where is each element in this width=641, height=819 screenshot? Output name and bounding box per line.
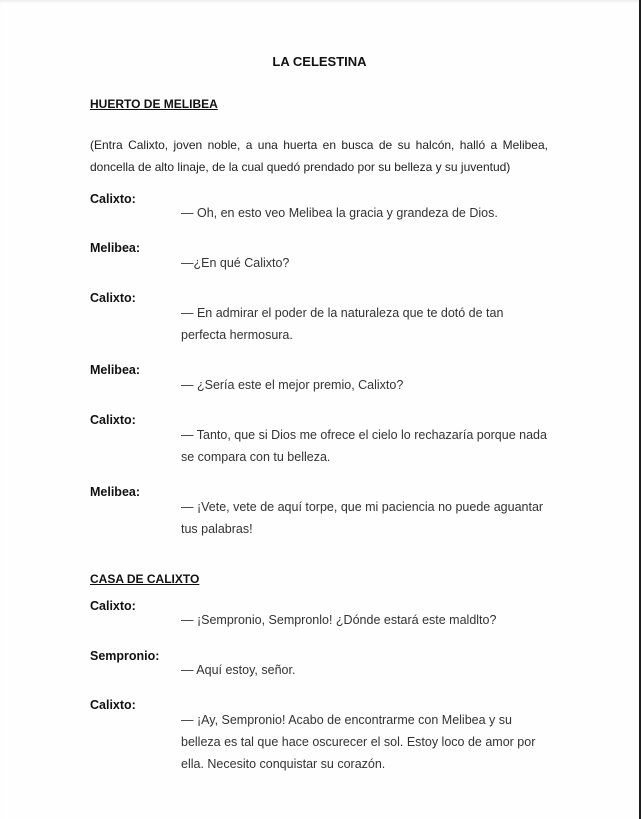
dialogue-line: —¿En qué Calixto? — [181, 256, 290, 270]
speaker-label: Calixto: — [90, 291, 136, 305]
speaker-label: Melibea: — [90, 241, 141, 255]
dialogue-line: — ¡Ay, Sempronio! Acabo de encontrarme con Melibea y su belleza es tal que hace oscurecer el sol. Estoy loco de amor por ella. Necesito conquistar su corazón. — [181, 713, 536, 771]
dialogue-line: — Oh, en esto veo Melibea la gracia y grandeza de Dios. — [181, 206, 498, 220]
dialogue-line: — En admirar el poder de la naturaleza que te dotó de tan perfecta hermosura. — [181, 306, 504, 342]
speaker-label: Calixto: — [90, 599, 136, 613]
document-title: LA CELESTINA — [272, 54, 367, 69]
dialogue-line: — ¡Vete, vete de aquí torpe, que mi paciencia no puede aguantar tus palabras! — [181, 500, 544, 536]
stage-direction: (Entra Calixto, joven noble, a una huerta en busca de su halcón, halló a Melibea, doncella de alto linaje, de la cual quedó prendado por su belleza y su juventud) — [90, 138, 548, 174]
speaker-label: Calixto: — [90, 413, 136, 427]
speaker-label: Calixto: — [90, 698, 136, 712]
scene-heading: CASA DE CALIXTO — [90, 572, 200, 586]
dialogue-line: — Aquí estoy, señor. — [181, 663, 296, 677]
scene-heading: HUERTO DE MELIBEA — [90, 97, 218, 111]
dialogue-line: — Tanto, que si Dios me ofrece el cielo lo rechazaría porque nada se compara con tu belleza. — [181, 428, 547, 464]
speaker-label: Melibea: — [90, 363, 141, 377]
dialogue-line: — ¿Sería este el mejor premio, Calixto? — [181, 378, 404, 392]
speaker-label: Calixto: — [90, 192, 136, 206]
speaker-label: Melibea: — [90, 485, 141, 499]
dialogue-line: — ¡Sempronio, Sempronlo! ¿Dónde estará este maldlto? — [181, 613, 497, 627]
speaker-label: Sempronio: — [90, 649, 160, 663]
